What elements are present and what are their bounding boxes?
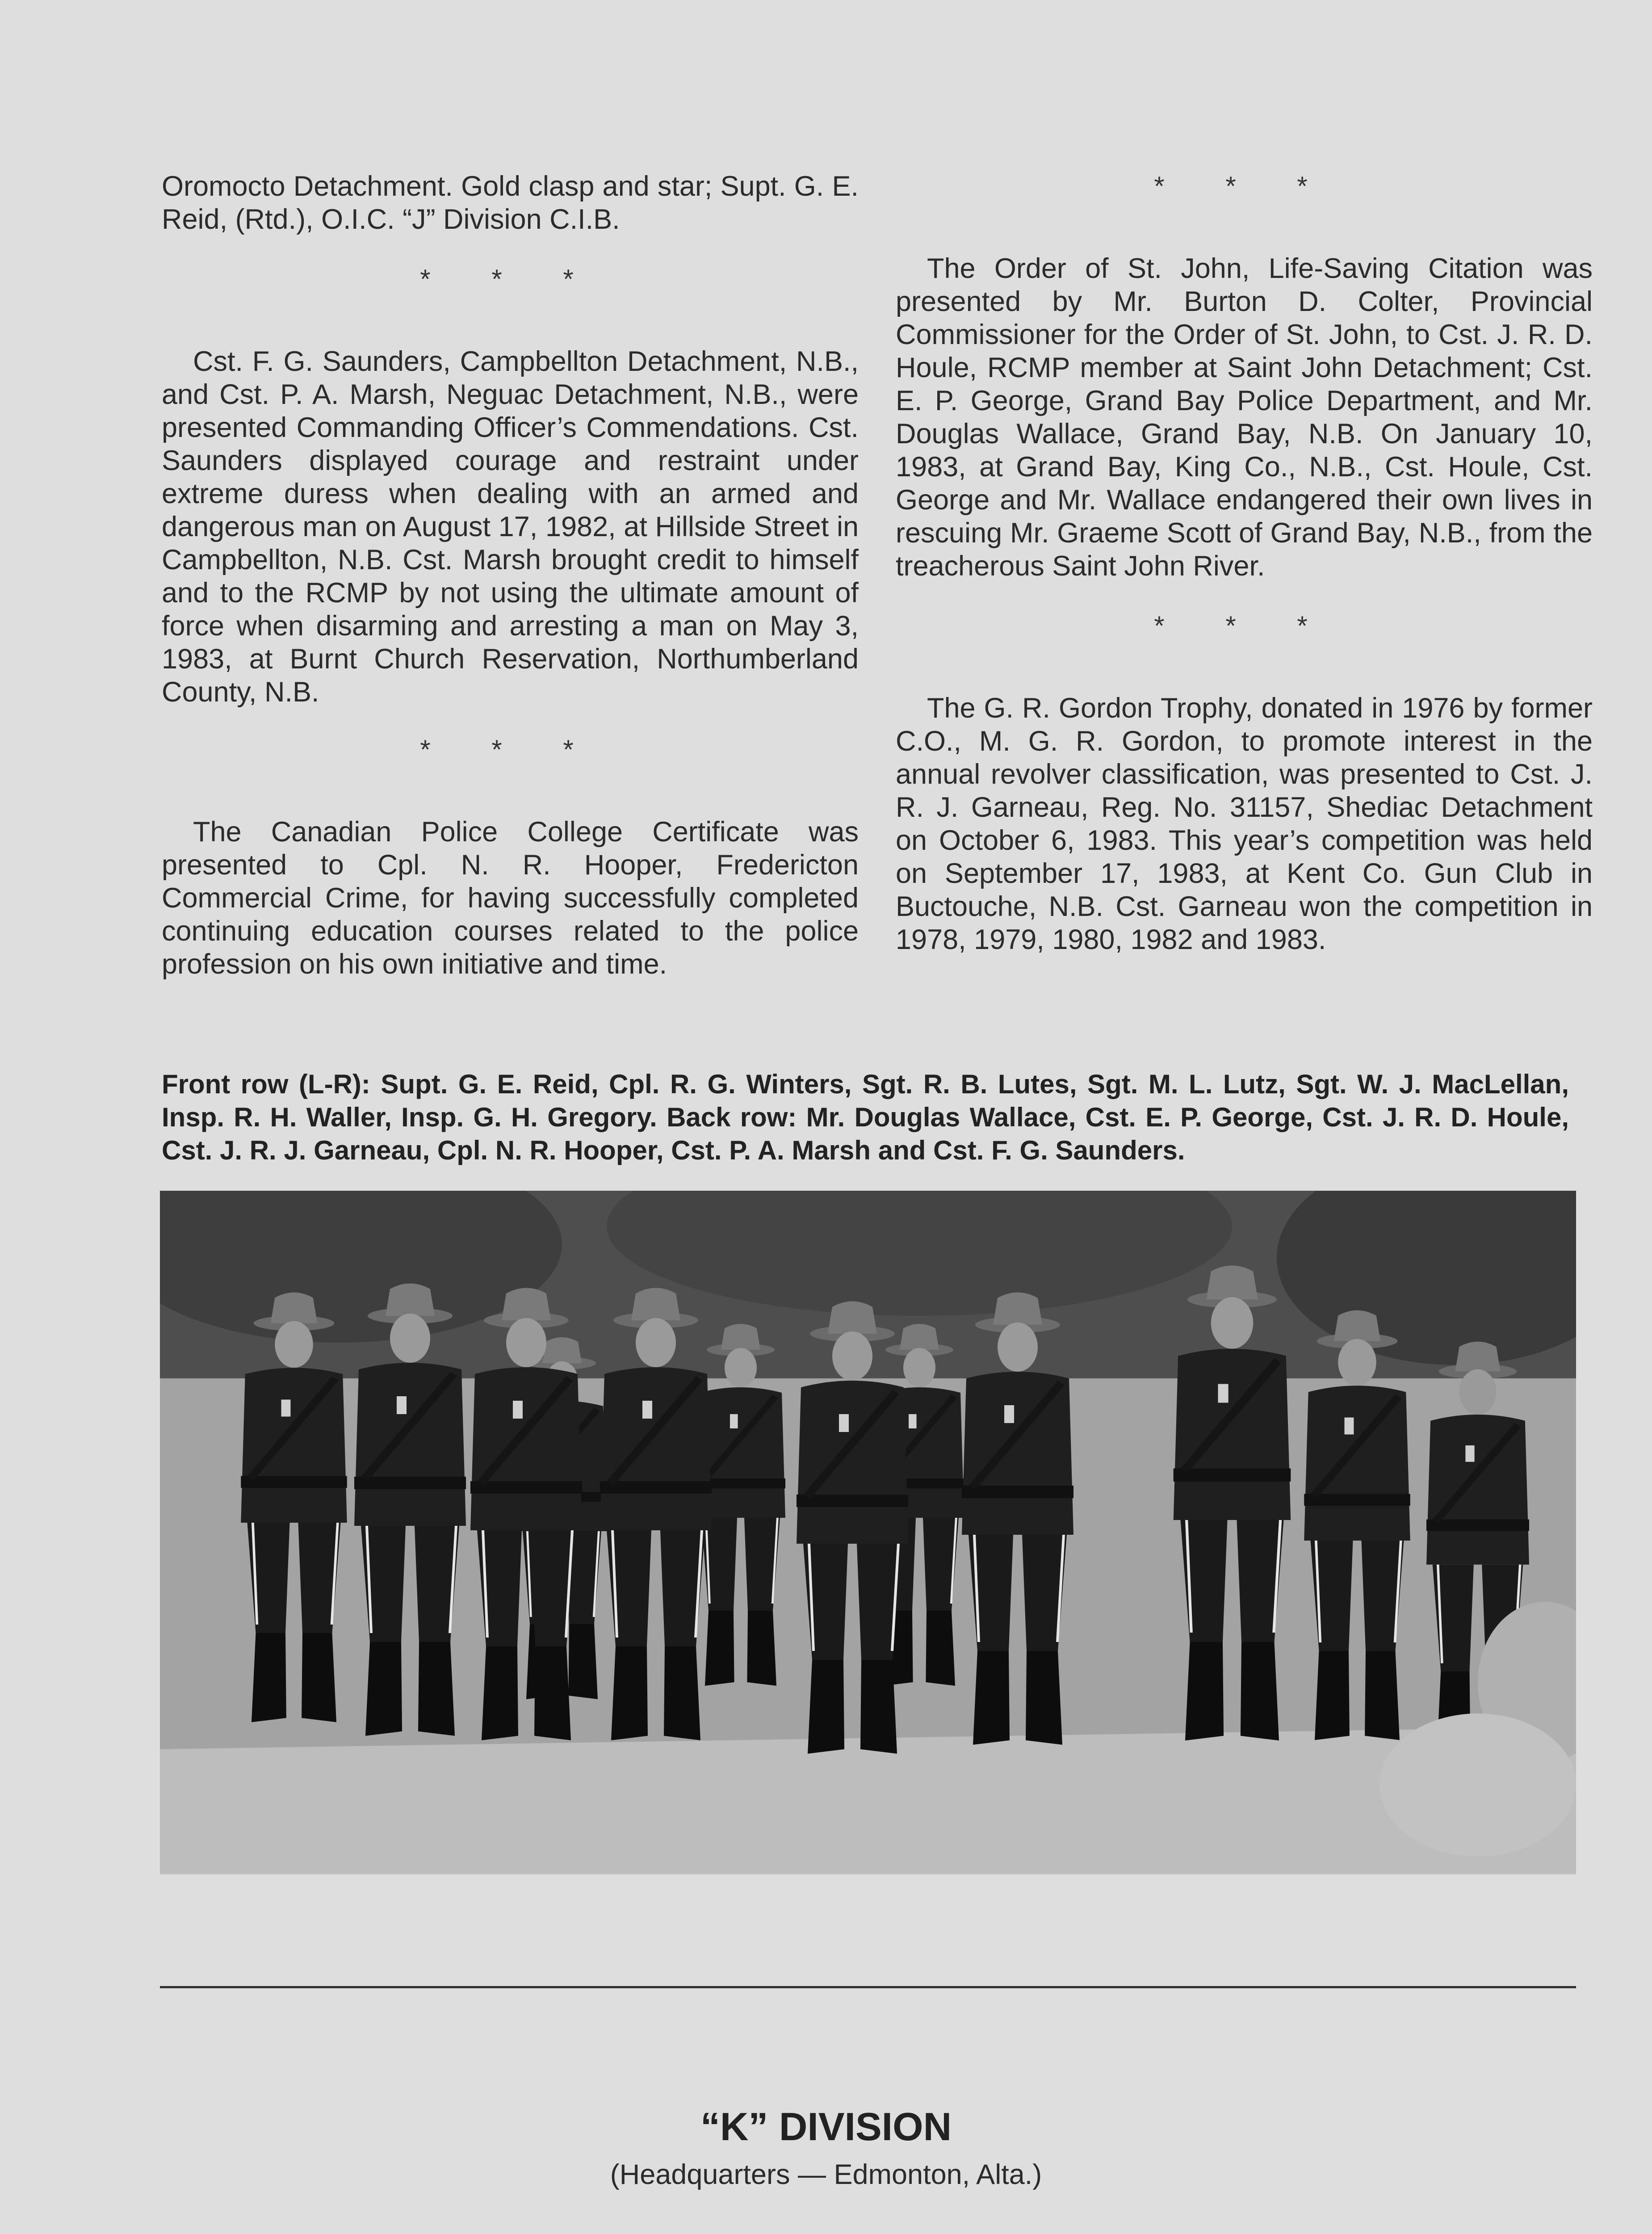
section-separator: * * *	[420, 264, 600, 294]
paragraph-st-john-citation: The Order of St. John, Life-Saving Citation was presented by Mr. Burton D. Colter, Provincial Commissioner for the Order of St. John, to Cst. J. R. D. Houle, RCMP member at Saint John Detachment; Cst. E. P. George, Grand Bay Police Department, and Mr. Douglas Wallace, Grand Bay, N.B. On January 10, 1983, at Grand Bay, King Co., N.B., Cst. Houle, Cst. George and Mr. Wallace endangered their own lives in rescuing Mr. Graeme Scott of Grand Bay, N.B., from the treacherous Saint John River.	[896, 253, 1593, 582]
group-photo	[160, 1191, 1576, 1874]
right-column	[896, 170, 1593, 956]
division-title: “K” DIVISION	[700, 2104, 952, 2149]
section-separator: * * *	[420, 735, 600, 764]
division-subtitle: (Headquarters — Edmonton, Alta.)	[610, 2159, 1042, 2190]
section-separator: * * *	[1154, 611, 1334, 641]
paragraph-police-college: The Canadian Police College Certificate was presented to Cpl. N. R. Hooper, Fredericton Commercial Crime, for having successfully completed continuing education courses related to the police profession on his own initiative and time.	[162, 816, 859, 980]
paragraph-commendations: Cst. F. G. Saunders, Campbellton Detachment, N.B., and Cst. P. A. Marsh, Neguac Detachment, N.B., were presented Commanding Officer’s Commendations. Cst. Saunders displayed courage and restraint under extreme duress when dealing with an armed and dangerous man on August 17, 1982, at Hillside Street in Campbellton, N.B. Cst. Marsh brought credit to himself and to the RCMP by not using the ultimate amount of force when disarming and arresting a man on May 3, 1983, at Burnt Church Reservation, Northumberland County, N.B.	[162, 346, 859, 708]
section-divider	[160, 1986, 1576, 1988]
paragraph-oromocto: Oromocto Detachment. Gold clasp and star; Supt. G. E. Reid, (Rtd.), O.I.C. “J” Division C.I.B.	[162, 171, 859, 235]
left-column	[162, 170, 859, 981]
paragraph-gordon-trophy: The G. R. Gordon Trophy, donated in 1976 by former C.O., M. G. R. Gordon, to promote interest in the annual revolver classification, was presented to Cst. J. R. J. Garneau, Reg. No. 31157, Shediac Detachment on October 6, 1983. This year’s competition was held on September 17, 1983, at Kent Co. Gun Club in Buctouche, N.B. Cst. Garneau won the competition in 1978, 1979, 1980, 1982 and 1983.	[896, 693, 1593, 955]
section-separator: * * *	[1154, 171, 1334, 201]
photo-caption: Front row (L-R): Supt. G. E. Reid, Cpl. R. G. Winters, Sgt. R. B. Lutes, Sgt. M. L. Lutz, Sgt. W. J. MacLellan, Insp. R. H. Waller, Insp. G. H. Gregory. Back row: Mr. Douglas Wallace, Cst. E. P. George, Cst. J. R. D. Houle, Cst. J. R. J. Garneau, Cpl. N. R. Hooper, Cst. P. A. Marsh and Cst. F. G. Saunders.	[162, 1069, 1569, 1165]
